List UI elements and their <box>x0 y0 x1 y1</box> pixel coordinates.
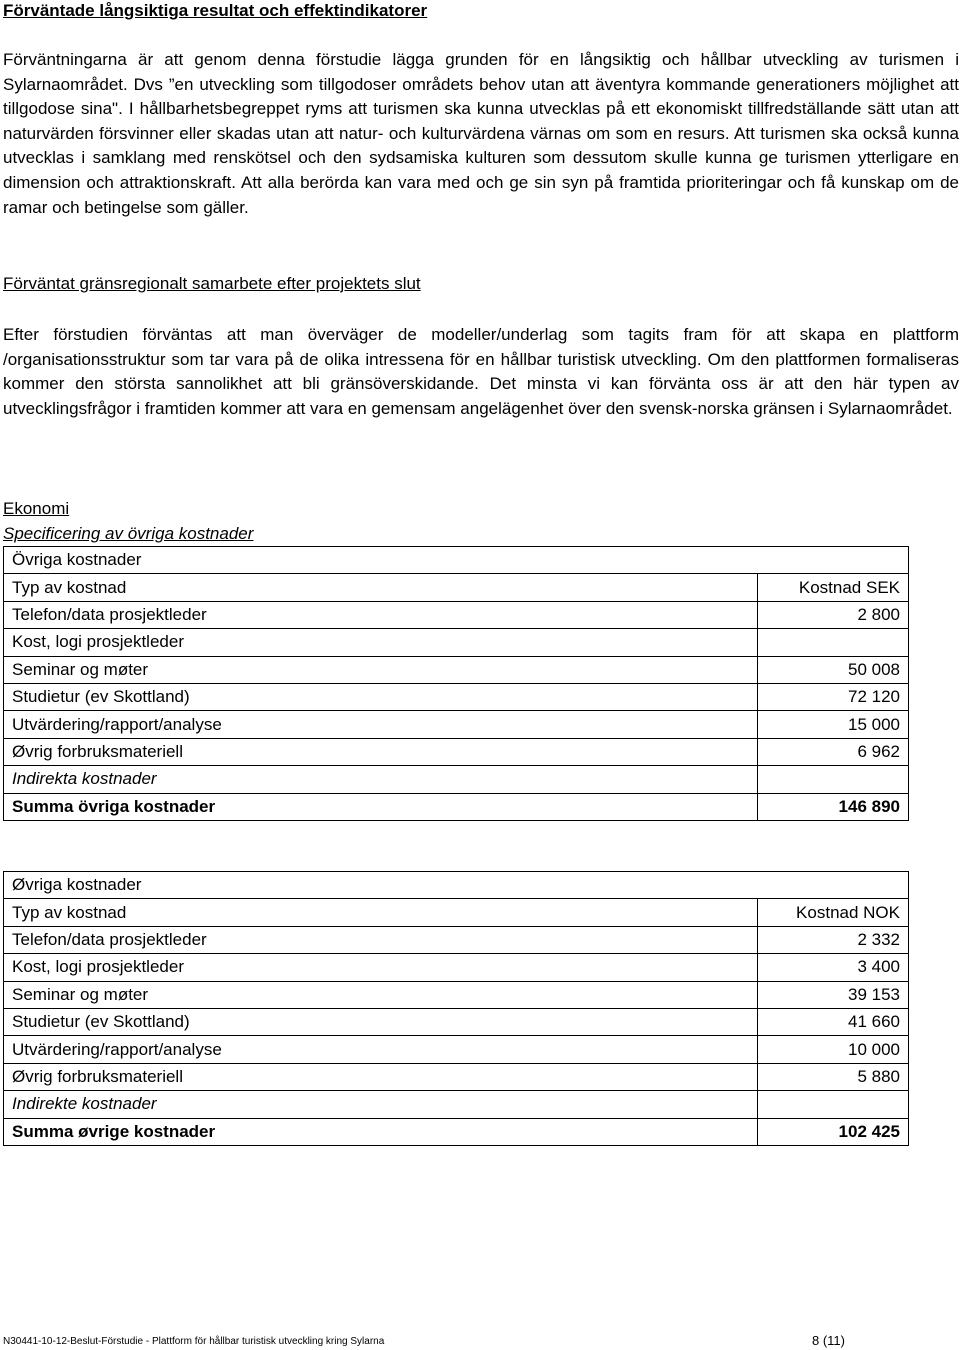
table-row <box>4 981 909 1008</box>
section-heading-results: Förväntade långsiktiga resultat och effektindikatorer <box>3 1 428 20</box>
total-label: Summa övriga kostnader <box>4 793 758 820</box>
table-total-row <box>4 1118 909 1145</box>
table-row <box>4 711 909 738</box>
row-label: Øvrig forbruksmateriell <box>4 738 758 765</box>
row-amount: 41 660 <box>758 1008 909 1035</box>
column-header-type: Typ av kostnad <box>4 574 758 601</box>
row-label: Indirekta kostnader <box>4 766 758 793</box>
row-amount: 2 332 <box>758 926 909 953</box>
row-label: Seminar og møter <box>4 656 758 683</box>
table-header-row <box>4 899 909 926</box>
row-label: Studietur (ev Skottland) <box>4 683 758 710</box>
row-label: Studietur (ev Skottland) <box>4 1008 758 1035</box>
table-row <box>4 629 909 656</box>
table-row <box>4 683 909 710</box>
total-label: Summa øvrige kostnader <box>4 1118 758 1145</box>
table-title-row <box>4 547 909 574</box>
row-amount: 39 153 <box>758 981 909 1008</box>
total-amount: 146 890 <box>758 793 909 820</box>
row-amount: 50 008 <box>758 656 909 683</box>
cost-table-sek <box>3 546 909 821</box>
footer-page-number: 8 (11) <box>812 1333 845 1348</box>
results-paragraph: Förväntningarna är att genom denna förstudie lägga grunden för en långsiktig och hållbar utveckling av turismen i Sylarnaområdet. Dvs ”en utveckling som tillgodoser områdets behov utan att äventyra kommande generationers möjlighet att tillgodose sina". I hållbarhetsbegreppet ryms att turismen ska kunna utvecklas på ett ekonomiskt tillfredställande sätt utan att naturvärden försvinner eller skadas utan att natur- och kulturvärdena värnas om som en resurs. Att turismen ska också kunna utvecklas i samklang med renskötsel och den sydsamiska kulturen som dessutom skulle kunna ge turismen ytterligare en dimension och attraktionskraft. Att alla berörda kan vara med och ge sin syn på framtida prioriteringar och få kunskap om de ramar och betingelse som gäller. <box>3 50 959 217</box>
row-amount: 72 120 <box>758 683 909 710</box>
table-total-row <box>4 793 909 820</box>
table-row <box>4 766 909 793</box>
table-row <box>4 1008 909 1035</box>
table-header-row <box>4 574 909 601</box>
row-label: Indirekte kostnader <box>4 1091 758 1118</box>
economy-subheading: Specificering av övriga kostnader <box>3 524 254 543</box>
table-row <box>4 656 909 683</box>
column-header-amount: Kostnad SEK <box>758 574 909 601</box>
table-row <box>4 1091 909 1118</box>
row-amount <box>758 1091 909 1118</box>
table-row <box>4 1036 909 1063</box>
cost-table-nok <box>3 871 909 1146</box>
table-row <box>4 738 909 765</box>
table-row <box>4 601 909 628</box>
table-title: Øvriga kostnader <box>4 872 909 899</box>
row-amount: 10 000 <box>758 1036 909 1063</box>
row-label: Telefon/data prosjektleder <box>4 601 758 628</box>
row-amount: 5 880 <box>758 1063 909 1090</box>
economy-heading: Ekonomi <box>3 499 70 518</box>
row-label: Telefon/data prosjektleder <box>4 926 758 953</box>
table-row <box>4 954 909 981</box>
total-amount: 102 425 <box>758 1118 909 1145</box>
column-header-type: Typ av kostnad <box>4 899 758 926</box>
row-label: Kost, logi prosjektleder <box>4 629 758 656</box>
row-amount: 2 800 <box>758 601 909 628</box>
table-row <box>4 1063 909 1090</box>
cooperation-paragraph: Efter förstudien förväntas att man överväger de modeller/underlag som tagits fram för att skapa en plattform /organisationsstruktur som tar vara på de olika intressena för en hållbar turistisk utveckling. Om den plattformen formaliseras kommer den största sannolikhet att bli gränsöverskidande. Det minsta vi kan förvänta oss är att den här typen av utvecklingsfrågor i framtiden kommer att vara en gemensam angelägenhet över den svensk-norska gränsen i Sylarnaområdet. <box>3 325 959 418</box>
row-amount: 3 400 <box>758 954 909 981</box>
row-label: Utvärdering/rapport/analyse <box>4 711 758 738</box>
row-label: Kost, logi prosjektleder <box>4 954 758 981</box>
footer-document-id: N30441-10-12-Beslut-Förstudie - Plattform för hållbar turistisk utveckling kring Sylarna <box>3 1336 385 1347</box>
row-label: Seminar og møter <box>4 981 758 1008</box>
table-title: Övriga kostnader <box>4 547 909 574</box>
column-header-amount: Kostnad NOK <box>758 899 909 926</box>
row-label: Utvärdering/rapport/analyse <box>4 1036 758 1063</box>
row-amount <box>758 629 909 656</box>
table-title-row <box>4 872 909 899</box>
row-amount: 6 962 <box>758 738 909 765</box>
section-heading-cooperation: Förväntat gränsregionalt samarbete efter projektets slut <box>3 274 421 293</box>
row-label: Øvrig forbruksmateriell <box>4 1063 758 1090</box>
row-amount: 15 000 <box>758 711 909 738</box>
row-amount <box>758 766 909 793</box>
table-row <box>4 926 909 953</box>
